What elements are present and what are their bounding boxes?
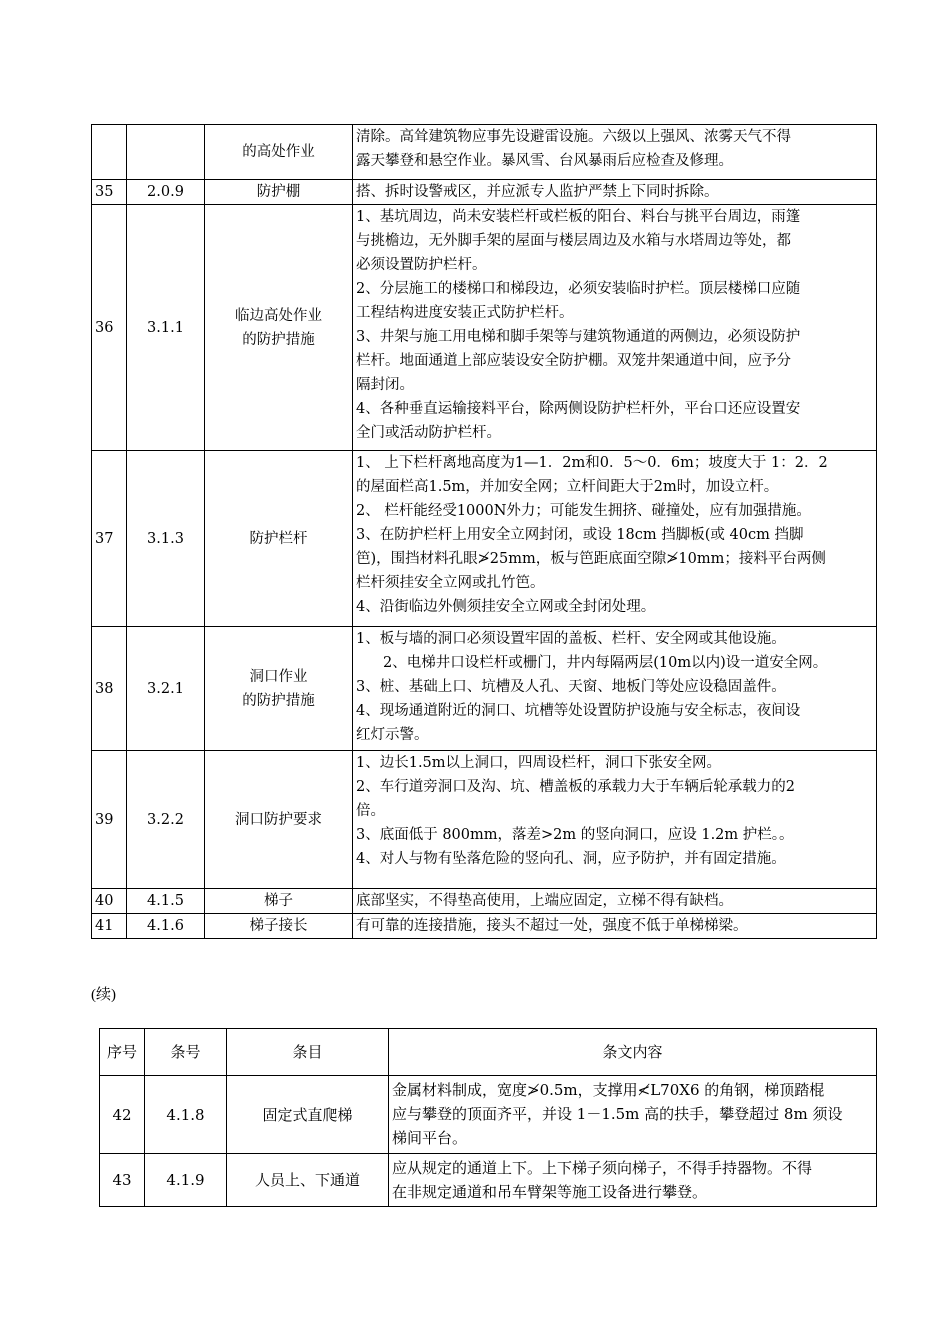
clause-number: 2.0.9	[127, 180, 205, 205]
clause-number: 3.1.3	[127, 451, 205, 627]
row-number: 41	[92, 914, 127, 939]
clause-content-line: 栏杆。地面通道上部应装设安全防护棚。双笼井架通道中间，应予分	[356, 353, 791, 369]
clause-item-line: 临边高处作业	[235, 307, 322, 324]
clause-content	[353, 205, 877, 451]
clause-content-line: 露天攀登和悬空作业。暴风雪、台风暴雨后应检查及修理。	[356, 153, 733, 169]
header-item: 条目	[227, 1029, 389, 1076]
clause-content-line: 工程结构进度安装正式防护栏杆。	[356, 305, 574, 321]
clause-item-line: 的高处作业	[242, 144, 315, 160]
table-row	[92, 205, 877, 451]
table-row	[92, 125, 877, 180]
clause-content	[353, 451, 877, 627]
clause-item	[205, 914, 353, 939]
row-number: 37	[92, 451, 127, 627]
clause-content-line: 3、在防护栏杆上用安全立网封闭，或设 18cm 挡脚板(或 40cm 挡脚	[356, 527, 804, 543]
continued-label: (续)	[91, 987, 116, 1003]
header-content: 条文内容	[389, 1029, 877, 1076]
clause-item-line: 洞口作业	[249, 668, 308, 685]
clause-content-line: 笆)，围挡材料孔眼≯25mm，板与笆距底面空隙≯10mm；接料平台两侧	[356, 551, 826, 567]
row-number	[92, 125, 127, 180]
table-row	[92, 451, 877, 627]
clause-content-line: 3、桩、基础上口、坑槽及人孔、天窗、地板门等处应设稳固盖件。	[356, 679, 786, 695]
clause-item-line: 洞口防护要求	[235, 811, 322, 828]
clause-content-line: 1、边长1.5m以上洞口，四周设栏杆，洞口下张安全网。	[356, 755, 722, 771]
header-clause: 条号	[145, 1029, 227, 1076]
clause-content-line: 搭、拆时设警戒区，并应派专人监护严禁上下同时拆除。	[356, 184, 719, 200]
clause-number: 4.1.9	[145, 1154, 227, 1207]
row-number: 40	[92, 889, 127, 914]
clause-content-line: 清除。高耸建筑物应事先设避雷设施。六级以上强风、浓雾天气不得	[356, 129, 791, 145]
table-row	[92, 180, 877, 205]
clause-item-line: 防护栏杆	[249, 530, 308, 547]
clause-content-line: 应从规定的通道上下。上下梯子须向梯子，不得手持器物。不得	[392, 1159, 813, 1177]
row-number: 39	[92, 751, 127, 889]
clause-content-line: 底部坚实，不得垫高使用，上端应固定，立梯不得有缺档。	[356, 893, 733, 909]
clause-item-line: 梯子接长	[249, 918, 308, 934]
clause-content-line: 4、对人与物有坠落危险的竖向孔、洞，应予防护，并有固定措施。	[356, 851, 786, 867]
clause-number: 4.1.8	[145, 1076, 227, 1154]
clause-content	[389, 1154, 877, 1207]
clause-number: 3.1.1	[127, 205, 205, 451]
clause-content-line: 1、 上下栏杆离地高度为1—1．2m和0．5～0．6m；坡度大于 1：2．2	[356, 455, 828, 471]
clause-content-line: 3、底面低于 800mm，落差>2m 的竖向洞口，应设 1.2m 护栏。。	[356, 827, 794, 843]
clause-content-line: 在非规定通道和吊车臂架等施工设备进行攀登。	[392, 1183, 708, 1201]
clause-item-line: 梯子	[264, 893, 293, 909]
clause-content-line: 有可靠的连接措施，接头不超过一处，强度不低于单梯梯梁。	[356, 918, 748, 934]
table-row	[100, 1154, 877, 1207]
clause-content-line: 2、车行道旁洞口及沟、坑、槽盖板的承载力大于车辆后轮承载力的2	[356, 779, 795, 795]
clause-content	[353, 751, 877, 889]
clause-content-line: 3、井架与施工用电梯和脚手架等与建筑物通道的两侧边，必须设防护	[356, 329, 801, 345]
table-row	[92, 889, 877, 914]
clause-number: 4.1.6	[127, 914, 205, 939]
clause-content-line: 的屋面栏高1.5m，并加安全网；立杆间距大于2m时，加设立杆。	[356, 479, 779, 495]
clause-item: 人员上、下通道	[227, 1154, 389, 1207]
clause-item	[205, 751, 353, 889]
clause-content	[353, 125, 877, 180]
clause-content-line: 2、电梯井口设栏杆或栅门，井内每隔两层(10m以内)设一道安全网。	[383, 655, 828, 671]
clause-content-line: 4、各种垂直运输接料平台，除两侧设防护栏杆外，平台口还应设置安	[356, 401, 801, 417]
clause-content-line: 金属材料制成，宽度≯0.5m，支撑用≮L70X6 的角钢，梯顶踏棍	[392, 1081, 825, 1099]
clause-item	[205, 205, 353, 451]
clause-item	[205, 125, 353, 180]
clause-content-line: 1、基坑周边，尚未安装栏杆或栏板的阳台、料台与挑平台周边，雨篷	[356, 209, 801, 225]
clause-content-line: 梯间平台。	[392, 1129, 468, 1147]
clause-content-line: 与挑檐边，无外脚手架的屋面与楼层周边及水箱与水塔周边等处，都	[356, 233, 791, 249]
clause-number: 4.1.5	[127, 889, 205, 914]
clause-content-line: 隔封闭。	[356, 377, 414, 393]
row-number: 38	[92, 627, 127, 751]
clause-item	[205, 451, 353, 627]
clause-item-line: 防护棚	[256, 184, 301, 200]
clause-item-line: 的防护措施	[242, 692, 315, 709]
clause-item-line: 的防护措施	[242, 331, 315, 348]
clause-table-2	[99, 1028, 877, 1207]
clause-item: 固定式直爬梯	[227, 1076, 389, 1154]
table-row	[92, 914, 877, 939]
clause-table-1	[91, 124, 877, 939]
clause-content	[353, 889, 877, 914]
clause-content-line: 4、沿街临边外侧须挂安全立网或全封闭处理。	[356, 599, 656, 615]
row-number: 43	[100, 1154, 145, 1207]
table-row	[92, 627, 877, 751]
row-number: 42	[100, 1076, 145, 1154]
clause-content-line: 必须设置防护栏杆。	[356, 257, 487, 273]
clause-content-line: 4、现场通道附近的洞口、坑槽等处设置防护设施与安全标志，夜间设	[356, 703, 801, 719]
clause-content	[353, 914, 877, 939]
row-number: 35	[92, 180, 127, 205]
clause-content-line: 栏杆须挂安全立网或扎竹笆。	[356, 575, 545, 591]
clause-content-line: 2、分层施工的楼梯口和梯段边，必须安装临时护栏。顶层楼梯口应随	[356, 281, 801, 297]
clause-item	[205, 627, 353, 751]
clause-item	[205, 180, 353, 205]
clause-number	[127, 125, 205, 180]
header-num: 序号	[100, 1029, 145, 1076]
clause-number: 3.2.2	[127, 751, 205, 889]
clause-content-line: 全门或活动防护栏杆。	[356, 425, 501, 441]
clause-number: 3.2.1	[127, 627, 205, 751]
row-number: 36	[92, 205, 127, 451]
clause-content	[353, 180, 877, 205]
clause-content-line: 倍。	[356, 803, 385, 819]
clause-content-line: 应与攀登的顶面齐平，并设 1－1.5m 高的扶手，攀登超过 8m 须设	[392, 1105, 843, 1123]
clause-content-line: 1、板与墙的洞口必须设置牢固的盖板、栏杆、安全网或其他设施。	[356, 631, 786, 647]
clause-item	[205, 889, 353, 914]
table-row	[100, 1076, 877, 1154]
table-row	[92, 751, 877, 889]
clause-content-line: 红灯示警。	[356, 727, 429, 743]
clause-content	[353, 627, 877, 751]
clause-content-line: 2、 栏杆能经受1000N外力；可能发生拥挤、碰撞处，应有加强措施。	[356, 503, 811, 519]
table-header-row	[100, 1029, 877, 1076]
clause-content	[389, 1076, 877, 1154]
